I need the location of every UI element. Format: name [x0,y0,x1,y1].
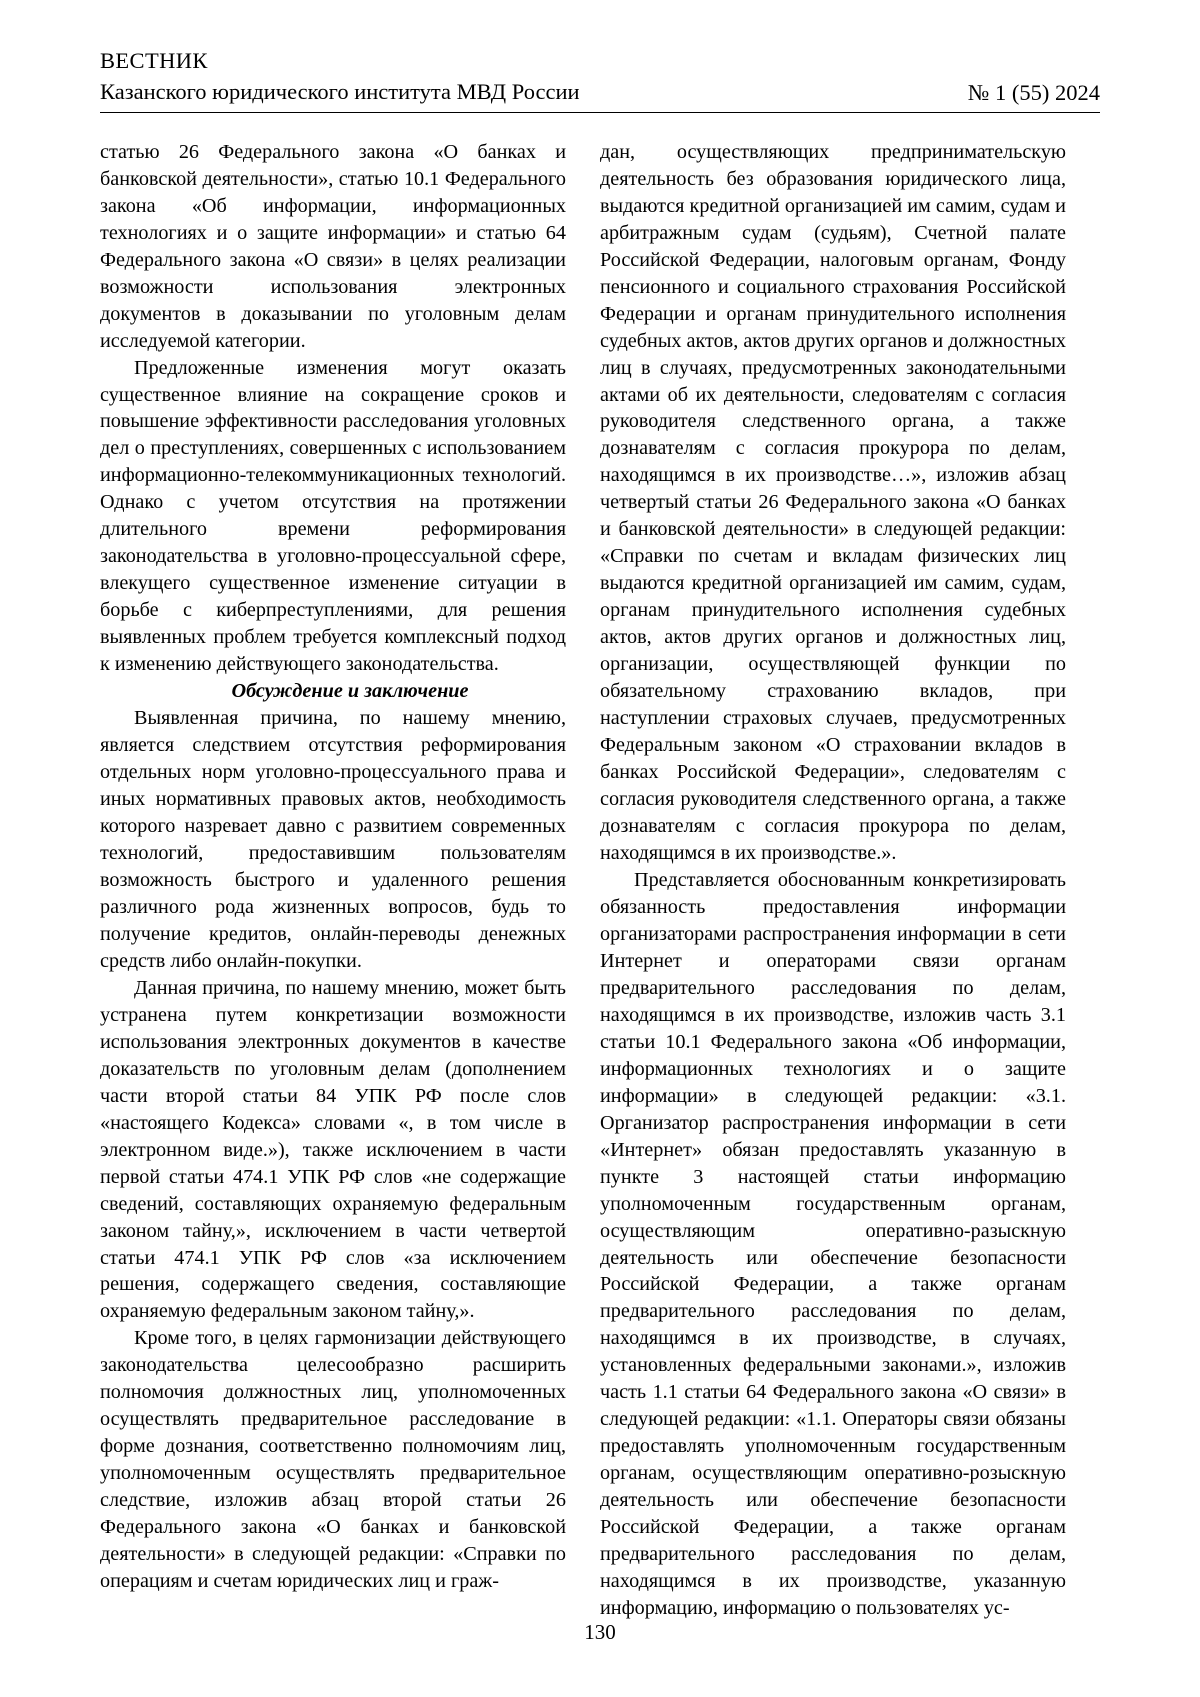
journal-subtitle: Казанского юридического института МВД России [100,78,580,104]
article-body [100,139,1100,1622]
paragraph: дан, осуществляющих предпринимательскую деятельность без образования юридического лица, выдаются кредитной организацией им самим, судам и арбитражным судам (судьям), Счетной палате Российской Федерации, налоговым органам, Фонду пенсионного и социального страхования Российской Федерации и органам принудительного исполнения судебных актов, актов других органов и должностных лиц в случаях, предусмотренных законодательными актами об их деятельности, следователям с согласия руководителя следственного органа, а также дознавателям с согласия прокурора по делам, находящимся в их производстве…», изложив абзац четвертый статьи 26 Федерального закона «О банках и банковской деятельности» в следующей редакции: «Справки по счетам и вкладам физических лиц выдаются кредитной организацией им самим, судам, органам принудительного исполнения судебных актов, актов других органов и должностных лиц, организации, осуществляющей функции по обязательному страхованию вкладов, при наступлении страховых случаев, предусмотренных Федеральным законом «О страховании вкладов в банках Российской Федерации», следователям с согласия руководителя следственного органа, а также дознавателям с согласия прокурора по делам, находящимся в их производстве.». [600,140,1066,864]
paragraph: Данная причина, по нашему мнению, может быть устранена путем конкретизации возможности использования электронных документов в качестве доказательств по уголовным делам (дополнением части второй статьи 84 УПК РФ после слов «настоящего Кодекса» словами «, в том числе в электронном виде.»), также исключением в части первой статьи 474.1 УПК РФ слов «не содержащие сведений, составляющих охраняемую федеральным законом тайну,», исключением в части четвертой статьи 474.1 УПК РФ слов «за исключением решения, содержащего сведения, составляющие охраняемую федеральным законом тайну,». [100,976,566,1323]
journal-title: ВЕСТНИК [100,48,208,73]
paragraph: Выявленная причина, по нашему мнению, является следствием отсутствия реформирования отдельных норм уголовно-процессуального права и иных нормативных правовых актов, необходимость которого назревает давно с развитием современных технологий, предоставившим пользователям возможность быстрого и удаленного решения различного рода жизненных вопросов, будь то получение кредитов, онлайн-переводы денежных средств либо онлайн-покупки. [100,707,566,972]
page-number: 130 [584,1620,616,1644]
section-subheading: Обсуждение и заключение [231,680,469,703]
paragraph: Кроме того, в целях гармонизации действующего законодательства целесообразно расширить полномочия должностных лиц, уполномоченных осуществлять предварительное расследование в форме дознания, соответственно полномочиям лиц, уполномоченным осуществлять предварительное следствие, изложив абзац второй статьи 26 Федерального закона «О банках и банковской деятельности» в следующей редакции: «Справки по операциям и счетам юридических лиц и граж- [100,1327,566,1593]
paragraph: статью 26 Федерального закона «О банках и банковской деятельности», статью 10.1 Федерального закона «Об информации, информационных технологиях и о защите информации» и статью 64 Федерального закона «О связи» в целях реализации возможности использования электронных документов в доказывании по уголовным делам исследуемой категории. [100,140,566,352]
paragraph: Представляется обоснованным конкретизировать обязанность предоставления информации организаторами распространения информации в сети Интернет и операторами связи органам предварительного расследования по делам, находящимся в их производстве, изложив часть 3.1 статьи 10.1 Федерального закона «Об информации, информационных технологиях и о защите информации» в следующей редакции: «3.1. Организатор распространения информации в сети «Интернет» обязан предоставлять указанную в пункте 3 настоящей статьи информацию уполномоченным государственным органам, осуществляющим оперативно-разыскную деятельность или обеспечение безопасности Российской Федерации, а также органам предварительного расследования по делам, находящимся в их производстве, в случаях, установленных федеральными законами.», изложив часть 1.1 статьи 64 Федерального закона «О связи» в следующей редакции: «1.1. Операторы связи обязаны предоставлять уполномоченным государственным органам, осуществляющим оперативно-розыскную деятельность или обеспечение безопасности Российской Федерации, а также органам предварительного расследования по делам, находящимся в их производстве, указанную информацию, информацию о пользователях ус- [600,868,1066,1620]
issue-number: № 1 (55) 2024 [967,79,1100,105]
paragraph: Предложенные изменения могут оказать существенное влияние на сокращение сроков и повышение эффективности расследования уголовных дел о преступлениях, совершенных с использованием информационно-телекоммуникационных технологий. Однако с учетом отсутствия на протяжении длительного времени реформирования законодательства в уголовно-процессуальной сфере, влекущего существенное изменение ситуации в борьбе с киберпреступлениями, для решения выявленных проблем требуется комплексный подход к изменению действующего законодательства. [100,356,566,676]
left-column [100,139,566,1595]
right-column [600,139,1066,1622]
page-masthead [100,48,1100,113]
